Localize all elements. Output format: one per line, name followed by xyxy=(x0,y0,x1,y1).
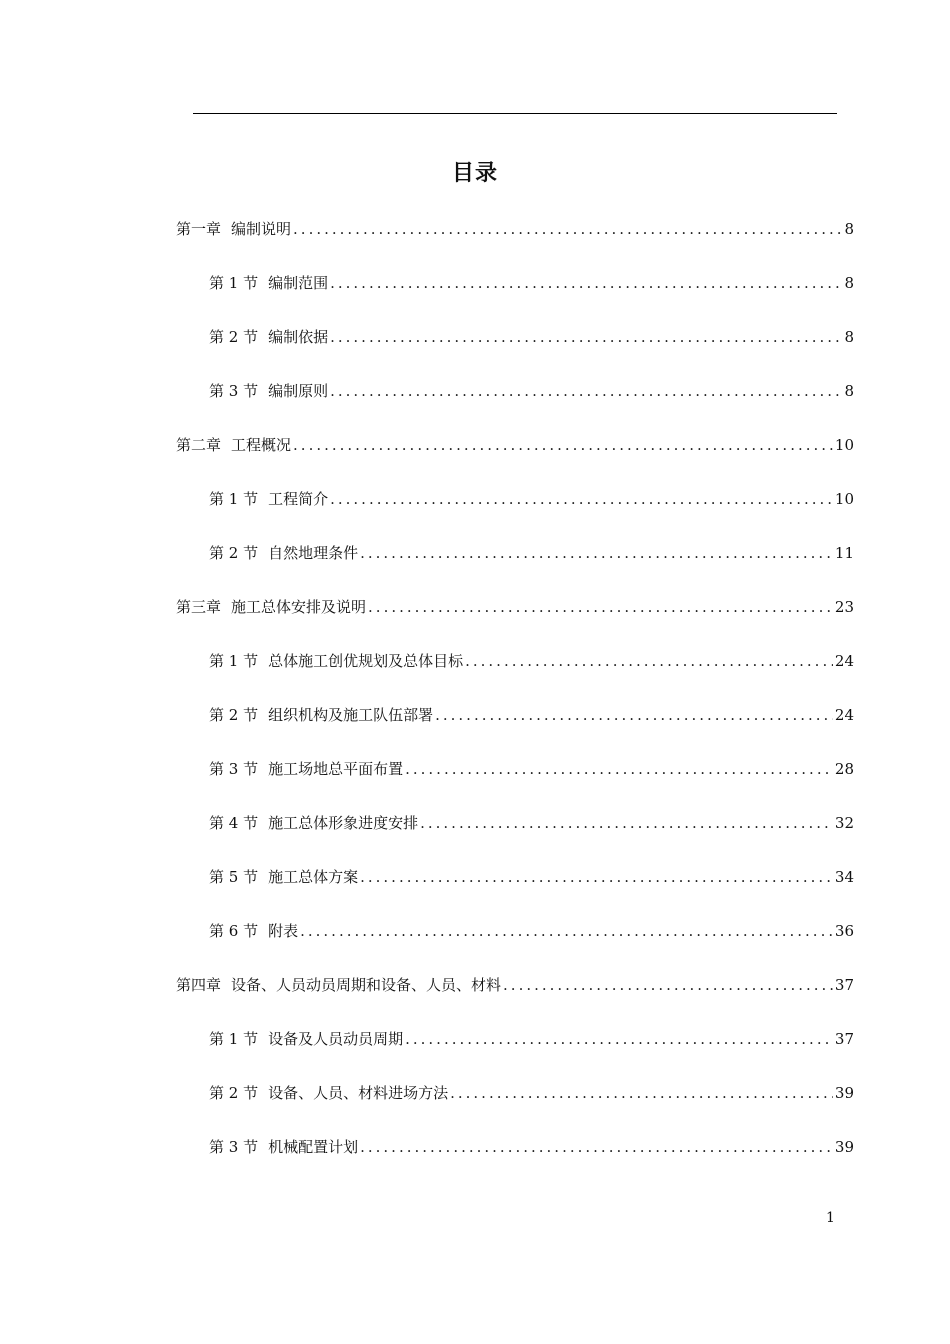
toc-leader xyxy=(293,219,842,239)
toc-entry[interactable] xyxy=(209,381,854,401)
toc-entry[interactable] xyxy=(176,597,854,617)
toc-leader xyxy=(435,705,833,725)
toc-entry[interactable] xyxy=(209,543,854,563)
toc-leader xyxy=(300,921,833,941)
toc-entry-number: 第 2 节 xyxy=(209,1084,259,1102)
toc-entry-number: 第 4 节 xyxy=(209,814,259,832)
page-number: 1 xyxy=(826,1210,835,1226)
toc-entry[interactable] xyxy=(209,867,854,887)
toc-entry-text: 设备、人员、材料进场方法 xyxy=(268,1084,449,1102)
toc-leader xyxy=(360,543,833,563)
toc-leader xyxy=(420,813,833,833)
toc-entry-number: 第 1 节 xyxy=(209,490,259,508)
toc-entry[interactable] xyxy=(209,1137,854,1157)
toc-entry-number: 第 3 节 xyxy=(209,382,259,400)
toc-entry-number: 第二章 xyxy=(176,436,222,454)
toc-entry-number: 第一章 xyxy=(176,220,222,238)
toc-entry-number: 第三章 xyxy=(176,598,222,616)
toc-entry-number: 第 2 节 xyxy=(209,544,259,562)
toc-leader xyxy=(465,651,833,671)
toc-entry-number: 第 1 节 xyxy=(209,652,259,670)
toc-entry-number: 第 2 节 xyxy=(209,328,259,346)
toc-leader xyxy=(368,597,833,617)
toc-entry-number: 第 1 节 xyxy=(209,1030,259,1048)
toc-entry-page: 24 xyxy=(834,652,854,670)
toc-entry-page: 39 xyxy=(834,1084,854,1102)
toc-entry[interactable] xyxy=(209,327,854,347)
toc-entry[interactable] xyxy=(176,975,854,995)
toc-entry[interactable] xyxy=(209,1029,854,1049)
toc-entry-text: 编制原则 xyxy=(268,382,329,400)
toc-entry[interactable] xyxy=(209,273,854,293)
toc-entry-text: 编制依据 xyxy=(268,328,329,346)
toc-entry-text: 设备及人员动员周期 xyxy=(268,1030,404,1048)
toc-entry-page: 34 xyxy=(834,868,854,886)
toc-entry-number: 第四章 xyxy=(176,976,222,994)
toc-entry[interactable] xyxy=(209,651,854,671)
toc-entry-page: 37 xyxy=(834,976,854,994)
toc-entry-page: 11 xyxy=(834,544,854,562)
toc-entry[interactable] xyxy=(176,435,854,455)
toc-leader xyxy=(330,489,833,509)
toc-leader xyxy=(330,273,842,293)
toc-entry[interactable] xyxy=(209,813,854,833)
toc-entry-page: 10 xyxy=(834,490,854,508)
toc-entry-page: 8 xyxy=(844,274,854,292)
toc-entry[interactable] xyxy=(209,1083,854,1103)
toc-entry-page: 8 xyxy=(844,382,854,400)
toc-entry-number: 第 3 节 xyxy=(209,1138,259,1156)
toc-entry[interactable] xyxy=(209,489,854,509)
toc-leader xyxy=(360,867,833,887)
toc-entry-text: 工程简介 xyxy=(268,490,329,508)
toc-entry[interactable] xyxy=(176,219,854,239)
toc-entry-number: 第 6 节 xyxy=(209,922,259,940)
toc-entry-page: 8 xyxy=(844,220,854,238)
toc-entry-number: 第 5 节 xyxy=(209,868,259,886)
toc-leader xyxy=(330,327,842,347)
toc-entry-page: 36 xyxy=(834,922,854,940)
toc-entry-page: 39 xyxy=(834,1138,854,1156)
toc-entry-page: 24 xyxy=(834,706,854,724)
toc-entry[interactable] xyxy=(209,921,854,941)
toc-entry-number: 第 1 节 xyxy=(209,274,259,292)
toc-entry-page: 37 xyxy=(834,1030,854,1048)
toc-entry-page: 32 xyxy=(834,814,854,832)
toc-entry-text: 施工总体形象进度安排 xyxy=(268,814,419,832)
toc-entry[interactable] xyxy=(209,759,854,779)
toc-entry-page: 8 xyxy=(844,328,854,346)
toc-entry-page: 23 xyxy=(834,598,854,616)
toc-entry[interactable] xyxy=(209,705,854,725)
toc-entry-page: 10 xyxy=(834,436,854,454)
toc-leader xyxy=(450,1083,833,1103)
toc-entry-text: 设备、人员动员周期和设备、人员、材料 xyxy=(231,976,502,994)
toc-entry-text: 编制范围 xyxy=(268,274,329,292)
toc-entry-text: 附表 xyxy=(268,922,299,940)
toc-entry-page: 28 xyxy=(834,760,854,778)
toc-entry-number: 第 2 节 xyxy=(209,706,259,724)
toc-entry-text: 机械配置计划 xyxy=(268,1138,359,1156)
toc-leader xyxy=(503,975,833,995)
toc-entry-text: 施工总体方案 xyxy=(268,868,359,886)
toc-leader xyxy=(360,1137,833,1157)
toc-entry-text: 施工总体安排及说明 xyxy=(231,598,367,616)
toc-entry-text: 组织机构及施工队伍部署 xyxy=(268,706,434,724)
toc-title: 目录 xyxy=(451,161,498,186)
header-rule xyxy=(193,113,837,114)
toc-leader xyxy=(405,1029,833,1049)
toc-entry-text: 工程概况 xyxy=(231,436,292,454)
toc-leader xyxy=(330,381,842,401)
toc-entry-text: 自然地理条件 xyxy=(268,544,359,562)
toc-leader xyxy=(293,435,833,455)
toc-entry-text: 施工场地总平面布置 xyxy=(268,760,404,778)
toc-entry-text: 总体施工创优规划及总体目标 xyxy=(268,652,464,670)
toc-entry-number: 第 3 节 xyxy=(209,760,259,778)
toc-entry-text: 编制说明 xyxy=(231,220,292,238)
toc-leader xyxy=(405,759,833,779)
